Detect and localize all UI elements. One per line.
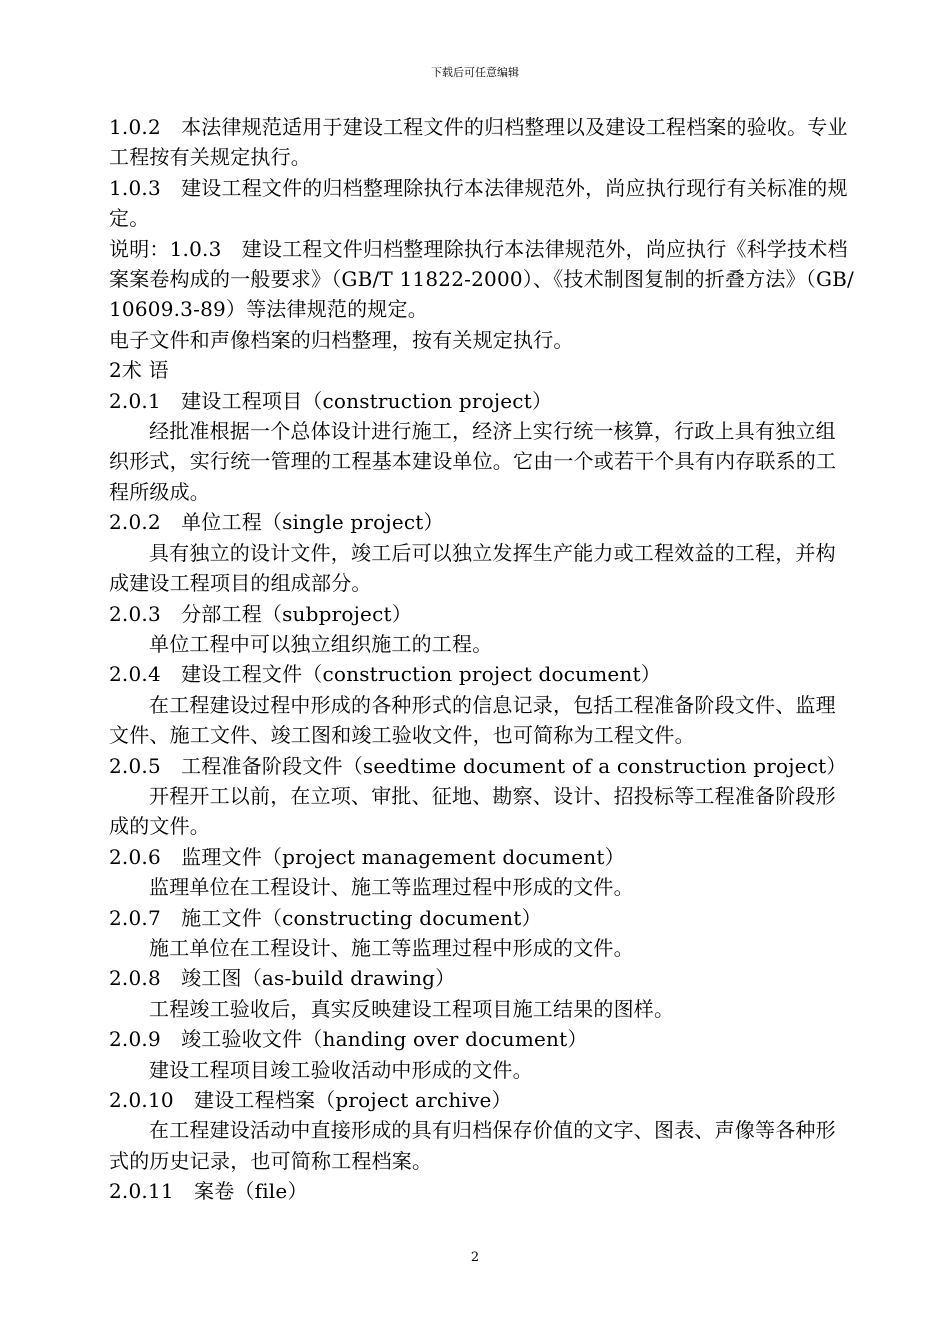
clause-heading: 2.0.3 分部工程（subproject） — [109, 601, 412, 626]
clause-heading: 2.0.5 工程准备阶段文件（seedtime document of a construction project） — [109, 753, 847, 778]
clause-heading: 2.0.1 建设工程项目（construction project） — [109, 388, 553, 413]
body-paragraph: 开程开工以前，在立项、审批、征地、勘察、设计、招投标等工程准备阶段形成的文件。 — [109, 783, 836, 839]
clause-heading: 1.0.3 建设工程文件的归档整理除执行本法律规范外，尚应执行现行有关标准的规定。 — [109, 175, 848, 231]
body-paragraph: 具有独立的设计文件，竣工后可以独立发挥生产能力或工程效益的工程，并构成建设工程项目的组成部分。 — [109, 540, 836, 596]
clause-heading: 1.0.2 本法律规范适用于建设工程文件的归档整理以及建设工程档案的验收。专业工程按有关规定执行。 — [109, 115, 848, 170]
body-paragraph: 工程竣工验收后，真实反映建设工程项目施工结果的图样。 — [149, 996, 675, 1021]
body-paragraph: 在工程建设过程中形成的各种形式的信息记录，包括工程准备阶段文件、监理文件、施工文件、竣工图和竣工验收文件，也可简称为工程文件。 — [109, 692, 836, 748]
clause-heading: 2.0.2 单位工程（single project） — [109, 510, 444, 535]
clause-heading: 2.0.4 建设工程文件（construction project document） — [109, 662, 661, 687]
clause-heading: 2.0.11 案卷（file） — [109, 1179, 308, 1204]
clause-heading: 2.0.7 施工文件（constructing document） — [109, 905, 542, 930]
body-paragraph: 经批准根据一个总体设计进行施工，经济上实行统一核算，行政上具有独立组织形式，实行统一管理的工程基本建设单位。它由一个或若干个具有内存联系的工程所级成。 — [109, 419, 837, 504]
body-paragraph: 建设工程项目竣工验收活动中形成的文件。 — [149, 1057, 533, 1082]
clause-heading: 2.0.6 监理文件（project management document） — [109, 844, 625, 869]
clause-heading: 2.0.10 建设工程档案（project archive） — [109, 1088, 512, 1112]
body-paragraph: 单位工程中可以独立组织施工的工程。 — [149, 631, 493, 656]
body-paragraph: 在工程建设活动中直接形成的具有归档保存价值的文字、图表、声像等各种形式的历史记录，也可简称工程档案。 — [109, 1118, 836, 1173]
clause-heading: 2.0.9 竣工验收文件（handing over document） — [109, 1027, 588, 1052]
clause-heading: 2.0.8 竣工图（as-build drawing） — [109, 966, 456, 991]
document-body — [109, 112, 854, 1207]
clause-heading: 说明：1.0.3 建设工程文件归档整理除执行本法律规范外，尚应执行《科学技术档案案卷构成的一般要求》（GB/T 11822-2000）、《技术制图复制的折叠方法》（GB/10609.3-89）等法律规范的规定。 — [109, 236, 855, 322]
page-header: 下载后可任意编辑 — [431, 66, 519, 79]
page-number: 2 — [470, 1250, 480, 1265]
clause-heading: 2术 语 — [109, 358, 169, 383]
clause-heading: 电子文件和声像档案的归档整理，按有关规定执行。 — [109, 327, 574, 352]
body-paragraph: 监理单位在工程设计、施工等监理过程中形成的文件。 — [149, 875, 634, 900]
body-paragraph: 施工单位在工程设计、施工等监理过程中形成的文件。 — [149, 935, 634, 960]
